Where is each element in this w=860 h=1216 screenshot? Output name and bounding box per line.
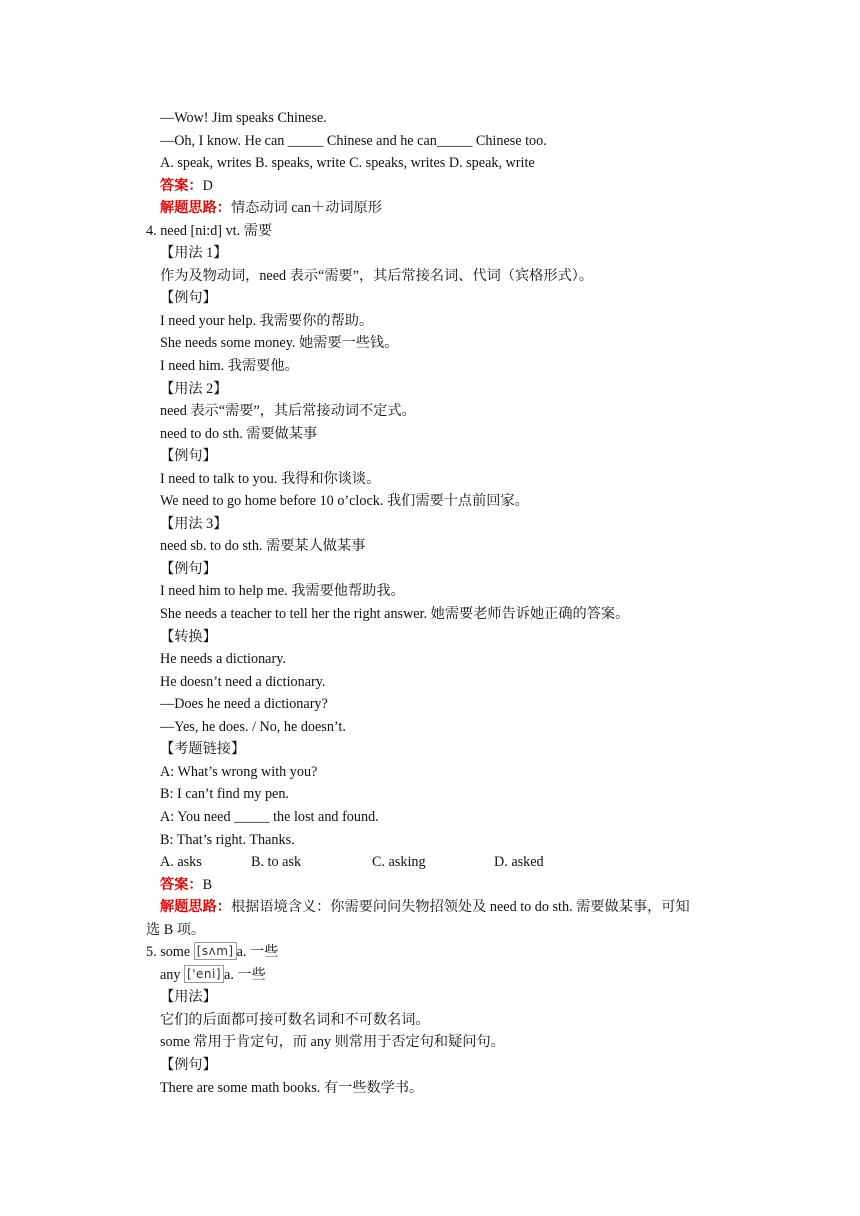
- answer-line: [0, 175, 860, 198]
- tip-label: 解题思路：: [160, 899, 231, 916]
- example-line: There are some math books. 有一些数学书。: [160, 1079, 424, 1096]
- usage-phrase: need to do sth. 需要做某事: [160, 425, 318, 442]
- conversion-line: He doesn’t need a dictionary.: [160, 673, 326, 690]
- example-label: 【例句】: [160, 1056, 217, 1073]
- example-line: I need him to help me. 我需要他帮助我。: [160, 583, 405, 600]
- usage-label: 【用法 3】: [160, 515, 228, 532]
- tip-value: 根据语境含义：你需要问问失物招领处及 need to do sth. 需要做某事，可知: [230, 899, 690, 916]
- example-line: I need him. 我需要他。: [160, 358, 299, 375]
- document-body: [0, 107, 860, 1099]
- example-line: I need to talk to you. 我得和你谈谈。: [160, 470, 381, 487]
- exam-line: B: That’s right. Thanks.: [160, 831, 295, 848]
- usage-label: 【用法】: [160, 989, 217, 1006]
- word-some: 5. some: [146, 944, 191, 961]
- answer-label: 答案：: [160, 177, 203, 194]
- exam-link-label: 【考题链接】: [160, 741, 246, 758]
- dialog-line: —Oh, I know. He can _____ Chinese and he can_____ Chinese too.: [160, 132, 547, 149]
- tip-value: 情态动词 can＋动词原形: [230, 200, 382, 217]
- word-any: any: [160, 966, 181, 983]
- pos-some: a. 一些: [236, 944, 279, 961]
- options-line: A. speak, writes B. speaks, write C. speaks, writes D. speak, write: [160, 155, 535, 172]
- word-line-any: [0, 964, 860, 987]
- phonetic-some: [sʌm]: [194, 942, 237, 960]
- conversion-line: He needs a dictionary.: [160, 651, 286, 668]
- usage-label: 【用法 1】: [160, 245, 228, 262]
- exam-line: A: You need _____ the lost and found.: [160, 808, 379, 825]
- exam-line: A: What’s wrong with you?: [160, 763, 318, 780]
- example-label: 【例句】: [160, 290, 217, 307]
- answer-value: B: [202, 876, 213, 893]
- usage-text: 作为及物动词，need 表示“需要”，其后常接名词、代词（宾格形式）。: [160, 267, 594, 284]
- phonetic-any: ['eni]: [184, 965, 224, 983]
- example-label: 【例句】: [160, 560, 217, 577]
- example-label: 【例句】: [160, 448, 217, 465]
- answer-value: D: [202, 177, 213, 194]
- option-c: C. asking: [372, 854, 426, 871]
- answer-line: [0, 874, 860, 897]
- section-heading-some: [0, 941, 860, 964]
- tip-line: [0, 197, 860, 220]
- example-line: She needs a teacher to tell her the right answer. 她需要老师告诉她正确的答案。: [160, 606, 630, 623]
- usage-label: 【用法 2】: [160, 380, 228, 397]
- conversion-line: —Yes, he does. / No, he doesn’t.: [160, 718, 346, 735]
- tip-line: [0, 896, 860, 919]
- example-line: She needs some money. 她需要一些钱。: [160, 335, 399, 352]
- usage-text: 它们的后面都可接可数名词和不可数名词。: [160, 1011, 430, 1028]
- tip-continuation: 选 B 项。: [146, 921, 206, 938]
- example-line: We need to go home before 10 o’clock. 我们需要十点前回家。: [160, 493, 529, 510]
- answer-label: 答案：: [160, 876, 203, 893]
- usage-text: some 常用于肯定句，而 any 则常用于否定句和疑问句。: [160, 1034, 505, 1051]
- usage-phrase: need sb. to do sth. 需要某人做某事: [160, 538, 366, 555]
- conversion-line: —Does he need a dictionary?: [160, 696, 328, 713]
- tip-label: 解题思路：: [160, 200, 231, 217]
- exam-options: [0, 851, 860, 874]
- option-d: D. asked: [494, 854, 544, 871]
- option-b: B. to ask: [251, 854, 302, 871]
- usage-text: need 表示“需要”，其后常接动词不定式。: [160, 403, 416, 420]
- example-line: I need your help. 我需要你的帮助。: [160, 312, 374, 329]
- dialog-line: —Wow! Jim speaks Chinese.: [160, 110, 327, 126]
- conversion-label: 【转换】: [160, 628, 217, 645]
- option-a: A. asks: [160, 854, 202, 871]
- exam-line: B: I can’t find my pen.: [160, 786, 289, 803]
- pos-any: a. 一些: [224, 966, 266, 983]
- section-heading-need: 4. need [ni:d] vt. 需要: [146, 222, 273, 239]
